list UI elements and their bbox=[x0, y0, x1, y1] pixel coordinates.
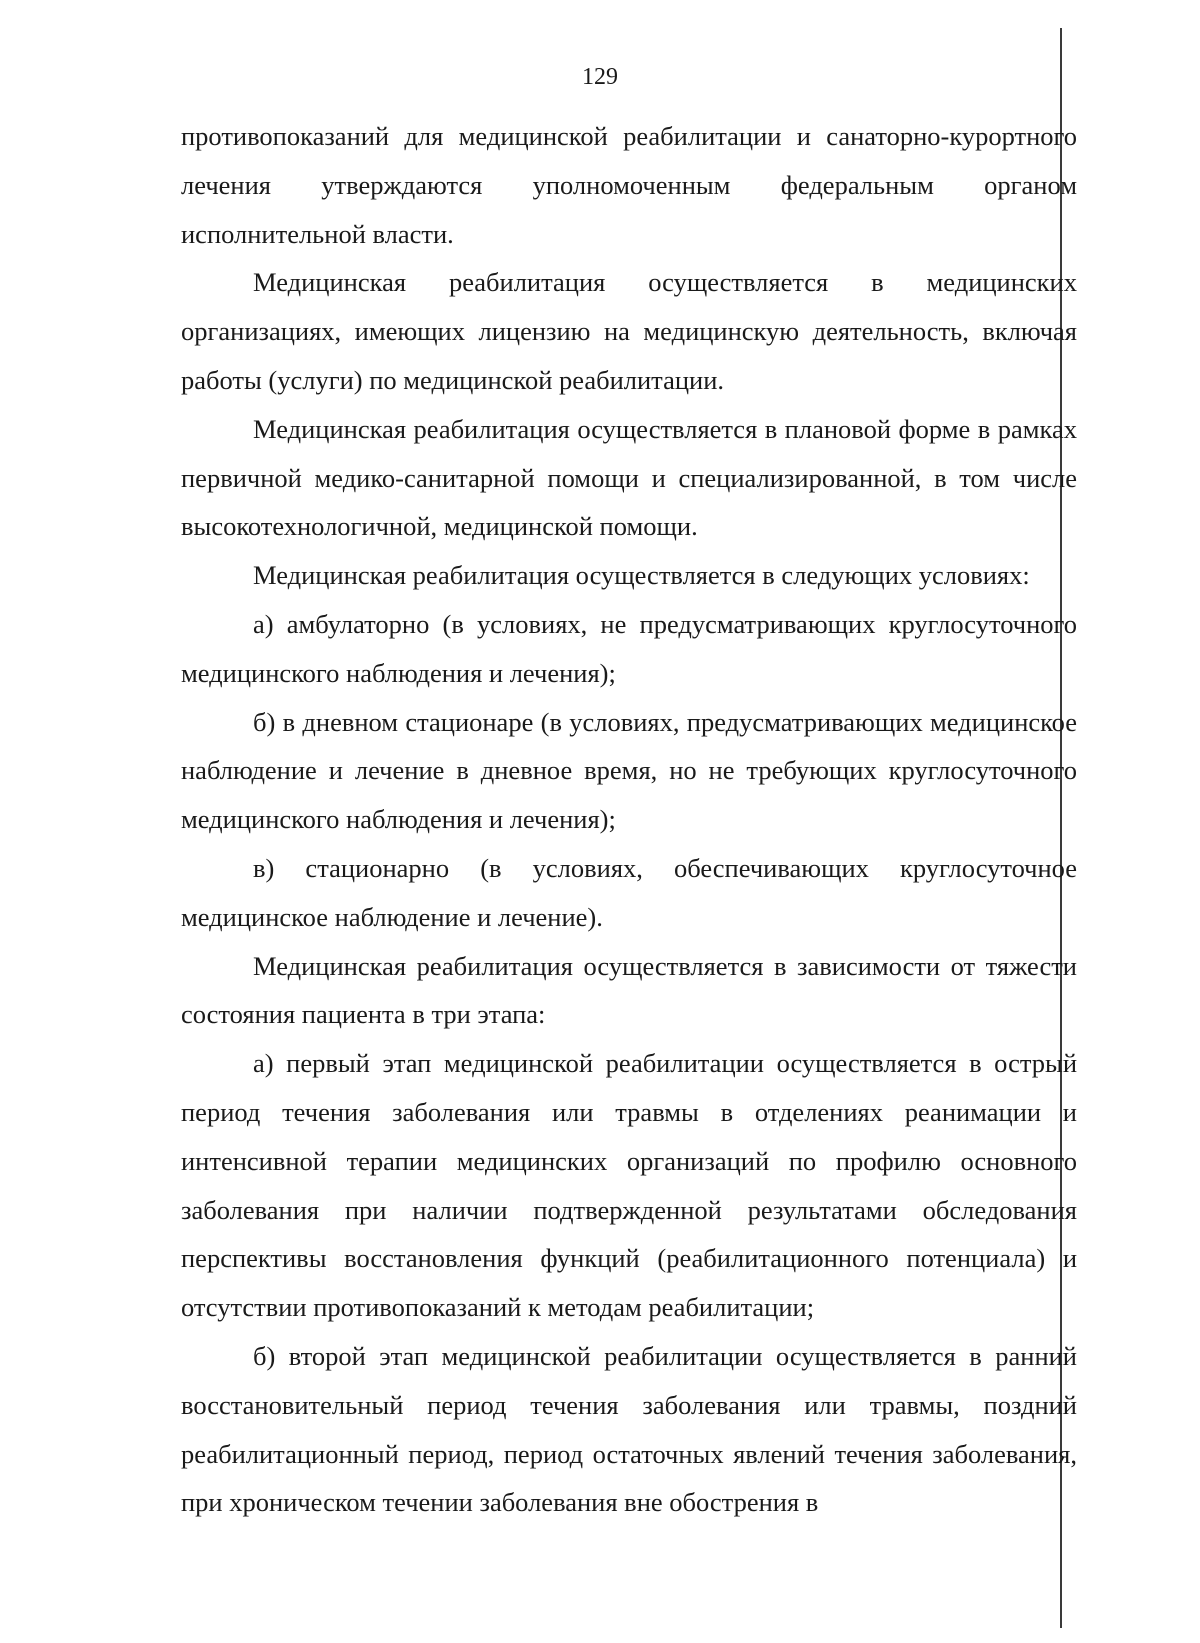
list-item: а) первый этап медицинской реабилитации осуществляется в острый период течения заболевания или травмы в отделениях реанимации и интенсивной терапии медицинских организаций по профилю основного заболевания при наличии подтвержденной результатами обследования перспективы восстановления функций (реабилитационного потенциала) и отсутствии противопоказаний к методам реабилитации; bbox=[181, 1048, 1077, 1323]
list-item: а) амбулаторно (в условиях, не предусматривающих круглосуточного медицинского наблюдения и лечения); bbox=[181, 608, 1077, 688]
list-item: в) стационарно (в условиях, обеспечивающих круглосуточное медицинское наблюдение и лечение). bbox=[181, 852, 1077, 932]
list-item: б) второй этап медицинской реабилитации осуществляется в ранний восстановительный период течения заболевания или травмы, поздний реабилитационный период, период остаточных явлений течения заболевания, при хроническом течении заболевания вне обострения в bbox=[181, 1340, 1077, 1518]
paragraph-continuation: противопоказаний для медицинской реабилитации и санаторно-курортного лечения утверждаются уполномоченным федеральным органом исполнительной власти. bbox=[181, 121, 1077, 249]
list-item: б) в дневном стационаре (в условиях, предусматривающих медицинское наблюдение и лечение в дневное время, но не требующих круглосуточного медицинского наблюдения и лечения); bbox=[181, 706, 1077, 835]
page-number: 129 bbox=[582, 64, 618, 90]
paragraph: Медицинская реабилитация осуществляется в медицинских организациях, имеющих лицензию на медицинскую деятельность, включая работы (услуги) по медицинской реабилитации. bbox=[181, 267, 1077, 395]
paragraph: Медицинская реабилитация осуществляется в следующих условиях: bbox=[253, 560, 1030, 591]
text-body bbox=[181, 112, 1077, 1527]
paragraph: Медицинская реабилитация осуществляется в зависимости от тяжести состояния пациента в три этапа: bbox=[181, 950, 1077, 1030]
paragraph: Медицинская реабилитация осуществляется в плановой форме в рамках первичной медико-санитарной помощи и специализированной, в том числе высокотехнологичной, медицинской помощи. bbox=[181, 413, 1077, 542]
